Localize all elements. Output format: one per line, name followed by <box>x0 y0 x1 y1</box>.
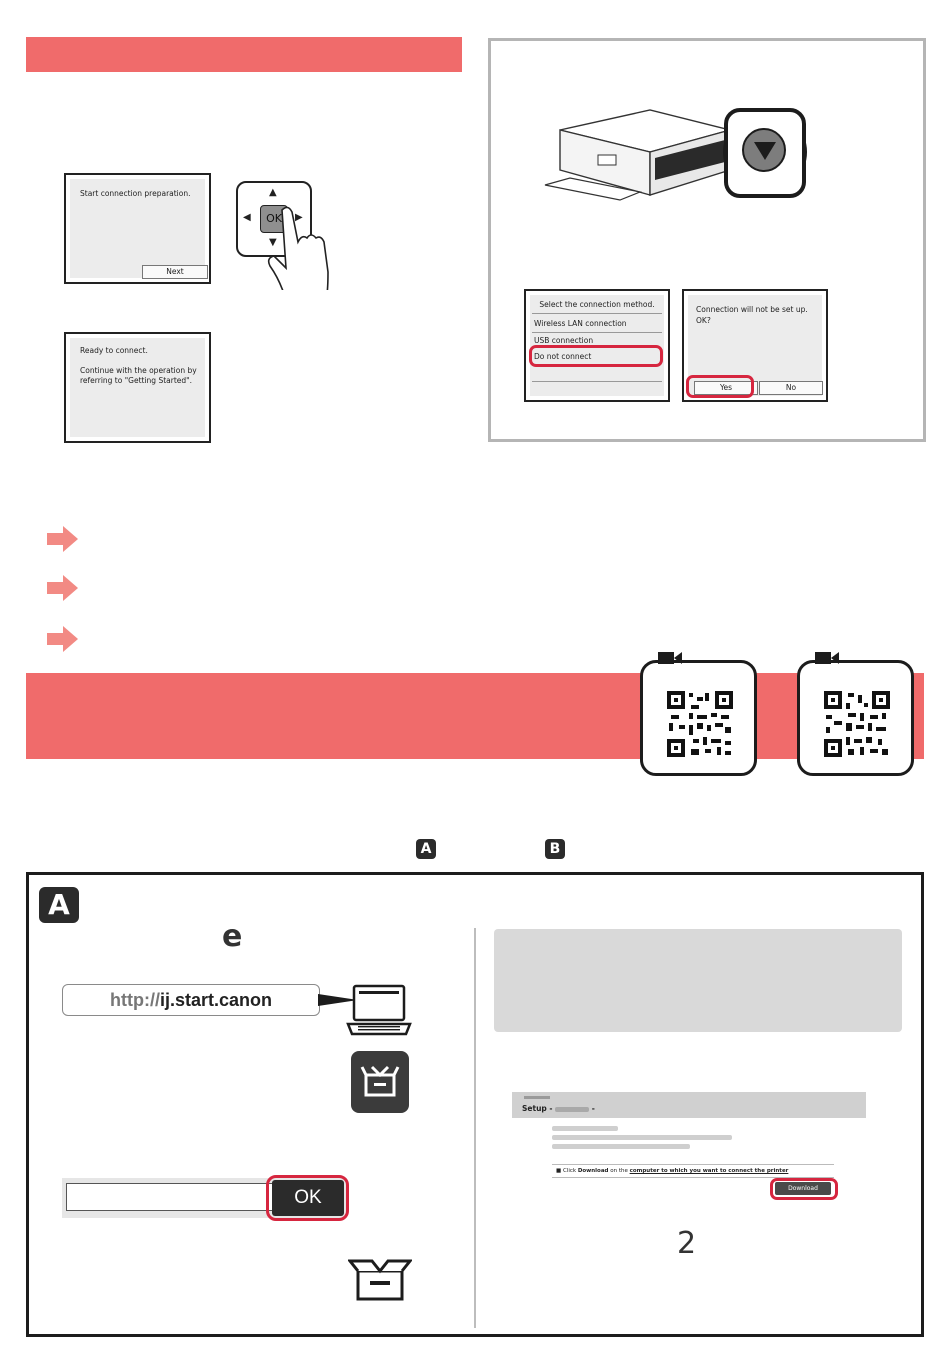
lcd-start-message: Start connection preparation. <box>80 189 191 198</box>
connection-option-usb[interactable]: USB connection <box>534 336 594 345</box>
connection-option-do-not-connect[interactable]: Do not connect <box>534 352 592 361</box>
ok-button[interactable]: OK <box>260 205 288 233</box>
download-button[interactable]: Download <box>775 1182 831 1195</box>
setup-title: Setup - <box>522 1104 556 1113</box>
qr-code-frame-1 <box>640 660 757 776</box>
lcd-ready-line2: Continue with the operation by <box>80 366 197 375</box>
setup-instruction: ■ Click Download on the computer to which you want to connect the printer <box>552 1164 834 1178</box>
url-bar <box>62 984 320 1016</box>
section-header-bar-main <box>26 673 924 759</box>
section-header-bar-top <box>26 37 462 72</box>
highlight-do-not-connect <box>529 345 663 367</box>
highlight-yes <box>686 375 754 398</box>
arrow-left-icon: ◀ <box>243 212 251 223</box>
lcd-start-connection <box>64 173 211 284</box>
qr-tab-2 <box>815 652 831 664</box>
step-number-2: 2 <box>677 1226 697 1261</box>
highlight-ok-button <box>266 1175 349 1221</box>
laptop-icon <box>346 984 412 1036</box>
arrow-up-icon: ▲ <box>269 187 277 198</box>
dialog-ok-button[interactable]: OK <box>272 1180 344 1216</box>
finger-press-icon <box>262 200 332 290</box>
stop-button-icon[interactable] <box>742 128 786 172</box>
highlight-download-button <box>770 1178 838 1200</box>
url-prefix: http:// <box>109 990 160 1010</box>
edge-browser-icon: e <box>222 919 243 954</box>
setup-header: Setup - - <box>512 1092 866 1118</box>
arrow-right-icon-2 <box>47 575 79 601</box>
next-button[interactable]: Next <box>142 265 208 279</box>
section-a-divider <box>474 928 476 1328</box>
yes-button[interactable]: Yes <box>694 381 758 395</box>
setup-app-icon[interactable] <box>351 1051 409 1113</box>
lcd-ready-to-connect <box>64 332 211 443</box>
connection-option-wireless[interactable]: Wireless LAN connection <box>534 319 627 328</box>
lcd-confirm-line2: OK? <box>696 316 711 325</box>
arrow-right-icon-1 <box>47 526 79 552</box>
computer-link[interactable]: computer to which you want to connect the printer <box>629 1168 789 1174</box>
qr-tab-notch-2 <box>831 652 839 664</box>
qr-code-icon <box>667 691 733 757</box>
arrow-right-icon: ▶ <box>295 212 303 223</box>
lcd-confirm-line1: Connection will not be set up. <box>696 305 808 314</box>
dialog-input-field[interactable] <box>66 1183 276 1211</box>
open-box-outline-icon <box>348 1255 412 1303</box>
section-a-badge: A <box>39 887 79 923</box>
blurred-text-lines <box>552 1126 732 1149</box>
qr-tab-1 <box>658 652 674 664</box>
badge-a-inline: A <box>416 839 436 859</box>
qr-code-icon <box>824 691 890 757</box>
url-host: ij.start.canon <box>159 990 272 1010</box>
arrow-right-icon-3 <box>47 626 79 652</box>
lcd-ready-line3: referring to "Getting Started". <box>80 376 192 385</box>
lcd-method-title: Select the connection method. <box>539 300 655 309</box>
info-callout-box <box>494 929 902 1032</box>
no-button[interactable]: No <box>759 381 823 395</box>
badge-b-inline: B <box>545 839 565 859</box>
open-box-icon <box>360 1063 400 1099</box>
lcd-ready-line1: Ready to connect. <box>80 346 148 355</box>
arrow-down-icon: ▼ <box>269 237 277 248</box>
qr-tab-notch-1 <box>674 652 682 664</box>
setup-title-blurred <box>555 1107 589 1112</box>
qr-code-frame-2 <box>797 660 914 776</box>
